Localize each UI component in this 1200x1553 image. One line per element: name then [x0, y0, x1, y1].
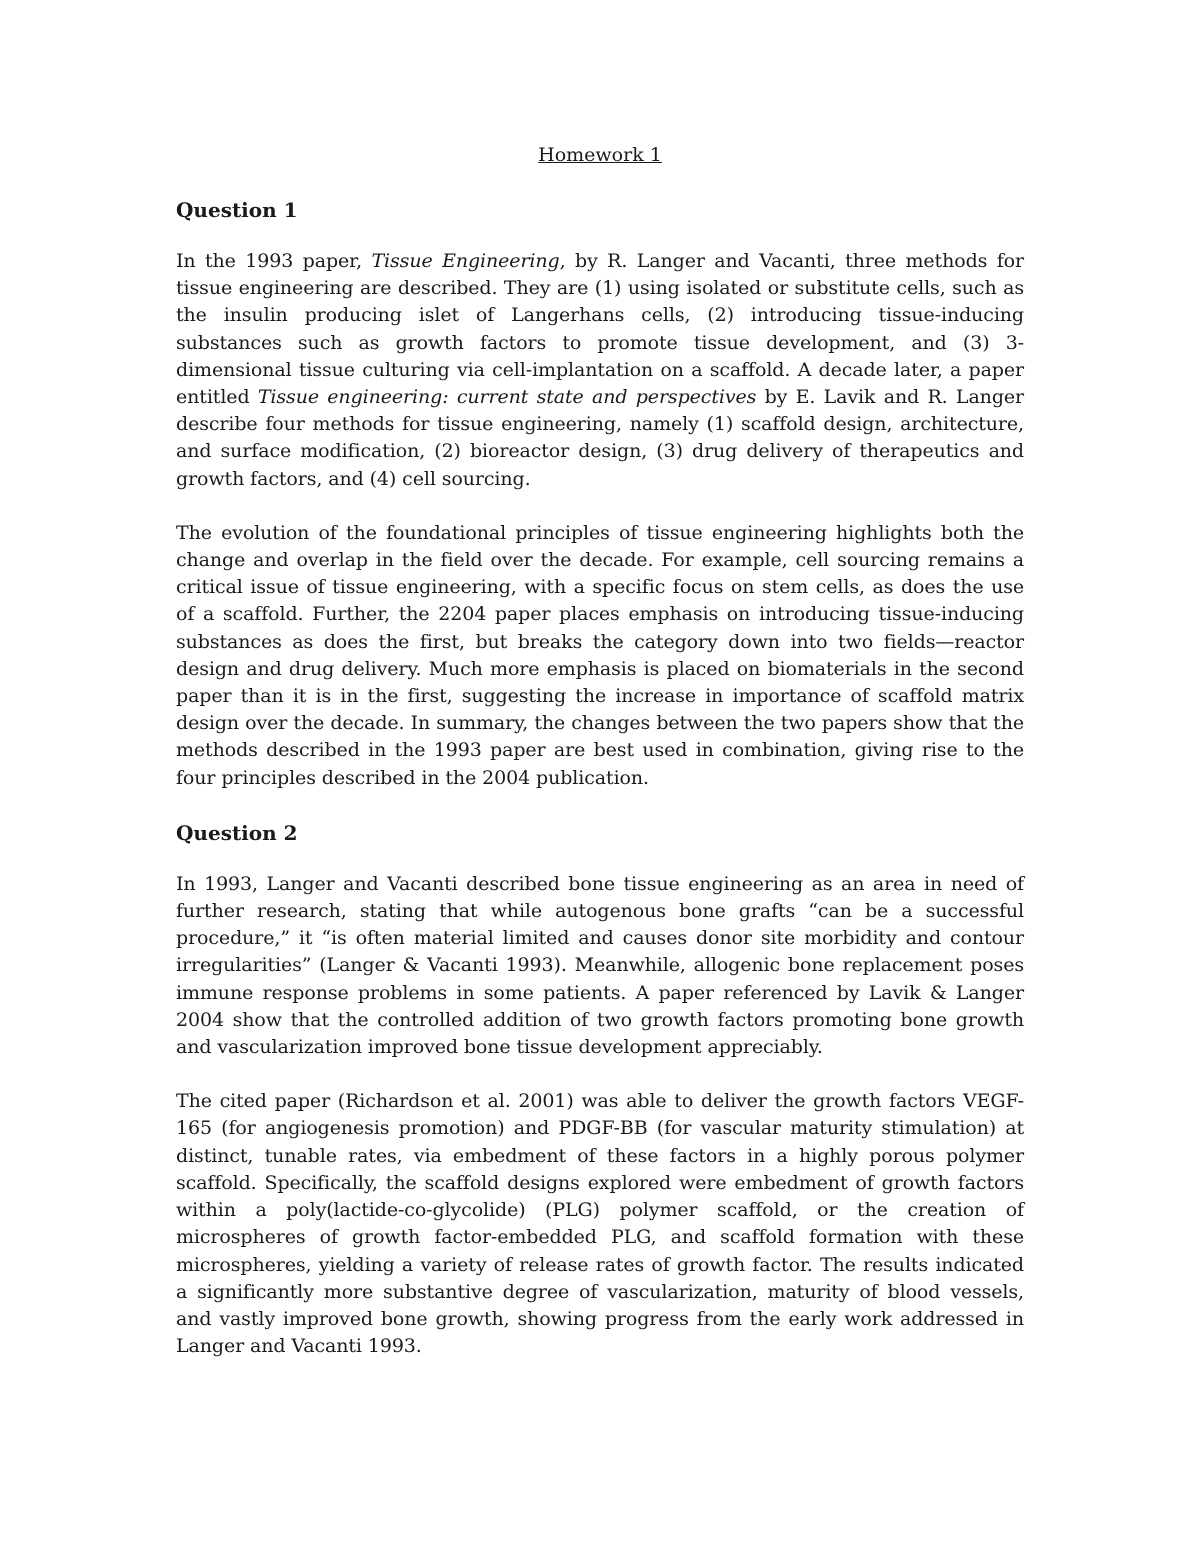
- q1-p1-text-3: by E. Lavik and R. Langer describe four methods for tissue engineering, namely (1) scaffold design, architecture, and surface modification, (2) bioreactor design, (3) drug delivery of therapeutics and growth factors, and (4) cell sourcing.: [176, 386, 1025, 490]
- question-2-paragraph-2: The cited paper (Richardson et al. 2001) was able to deliver the growth factors VEGF-165 (for angiogenesis promotion) and PDGF-BB (for vascular maturity stimulation) at distinct, tunable rates, via embedment of these factors in a highly porous polymer scaffold. Specifically, the scaffold designs explored were embedment of growth factors within a poly(lactide-co-glycolide) (PLG) polymer scaffold, or the creation of microspheres of growth factor-embedded PLG, and scaffold formation with these microspheres, yielding a variety of release rates of growth factor. The results indicated a significantly more substantive degree of vascularization, maturity of blood vessels, and vastly improved bone growth, showing progress from the early work addressed in Langer and Vacanti 1993.: [176, 1090, 1024, 1358]
- document-page: [176, 142, 1024, 1387]
- question-2-paragraph-1: In 1993, Langer and Vacanti described bone tissue engineering as an area in need of further research, stating that while autogenous bone grafts “can be a successful procedure,” it “is often material limited and causes donor site morbidity and contour irregularities” (Langer & Vacanti 1993). Meanwhile, allogenic bone replacement poses immune response problems in some patients. A paper referenced by Lavik & Langer 2004 show that the controlled addition of two growth factors promoting bone growth and vascularization improved bone tissue development appreciably.: [176, 872, 1024, 1059]
- question-1-paragraph-1: [176, 248, 1024, 493]
- question-1-heading: Question 1: [176, 198, 298, 222]
- q1-p1-text-1: In the 1993 paper,: [176, 250, 372, 272]
- question-2-heading: Question 2: [176, 820, 298, 845]
- document-title: Homework 1: [538, 144, 662, 166]
- question-1-paragraph-2: The evolution of the foundational principles of tissue engineering highlights both the change and overlap in the field over the decade. For example, cell sourcing remains a critical issue of tissue engineering, with a specific focus on stem cells, as does the use of a scaffold. Further, the 2204 paper places emphasis on introducing tissue-inducing substances as does the first, but breaks the category down into two fields—reactor design and drug delivery. Much more emphasis is placed on biomaterials in the second paper than it is in the first, suggesting the increase in importance of scaffold matrix design over the decade. In summary, the changes between the two papers show that the methods described in the 1993 paper are best used in combination, giving rise to the four principles described in the 2004 publication.: [176, 521, 1024, 789]
- q1-p1-text-2: , by R. Langer and Vacanti, three methods for tissue engineering are described. They are (1) using isolated or substitute cells, such as the insulin producing islet of Langerhans cells, (2) introducing tissue-inducing substances such as growth factors to promote tissue development, and (3) 3-dimensional tissue culturing via cell-implantation on a scaffold. A decade later, a paper entitled: [176, 250, 1024, 409]
- q1-p1-paper-title-1: Tissue Engineering: [371, 250, 560, 272]
- q1-p1-paper-title-2: Tissue engineering: current state and perspectives: [257, 386, 757, 409]
